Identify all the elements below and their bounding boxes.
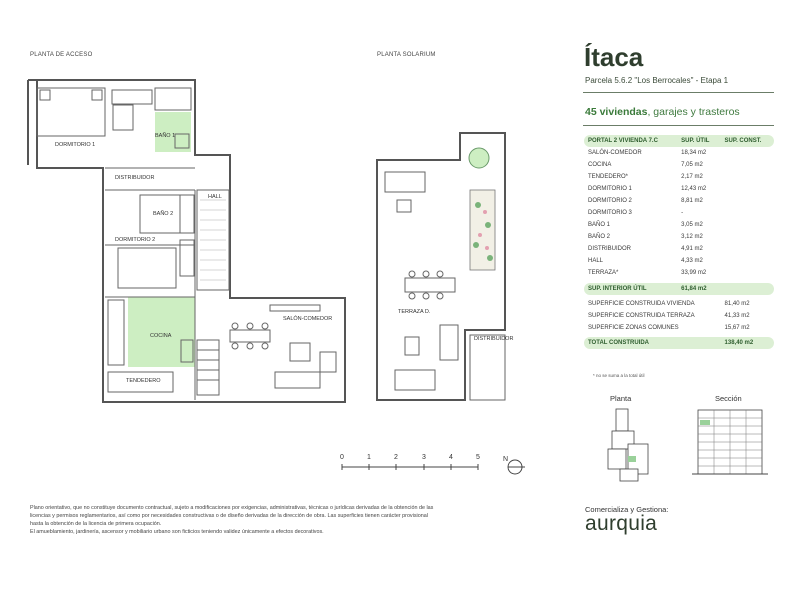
headline-rest: , garajes y trasteros bbox=[647, 106, 740, 118]
divider bbox=[583, 125, 774, 126]
row-label: DORMITORIO 2 bbox=[588, 198, 632, 204]
table-row bbox=[584, 322, 774, 334]
row-label: TERRAZA* bbox=[588, 270, 619, 276]
room-bano-1: BAÑO 1 bbox=[155, 133, 176, 139]
scale-tick-5: 5 bbox=[476, 454, 480, 461]
table-row bbox=[584, 195, 774, 207]
room-bano-2: BAÑO 2 bbox=[153, 211, 174, 217]
row-value: 2,17 m2 bbox=[681, 174, 703, 180]
row-label: COCINA bbox=[588, 162, 612, 168]
row-value: 4,33 m2 bbox=[681, 258, 703, 264]
headline bbox=[585, 106, 740, 118]
table-row bbox=[584, 147, 774, 159]
row-label: BAÑO 2 bbox=[588, 234, 611, 240]
row-value: 33,99 m2 bbox=[681, 270, 707, 276]
table-row bbox=[584, 267, 774, 279]
room-solarium-distribuidor: DISTRIBUIDOR bbox=[474, 336, 514, 342]
table-footnote: * no se suma a la total útil bbox=[593, 373, 645, 378]
disclaimer-line: Plano orientativo, que no constituye documento contractual, sujeto a modificaciones por exigencias, administrativas, técnicas o jurídicas derivadas de la obtención de las bbox=[30, 505, 434, 511]
row-label: DORMITORIO 3 bbox=[588, 210, 632, 216]
row-value: 81,40 m2 bbox=[724, 301, 750, 307]
table-row bbox=[584, 171, 774, 183]
row-label: BAÑO 1 bbox=[588, 222, 611, 228]
row-value: - bbox=[681, 210, 684, 216]
room-dormitorio-2: DORMITORIO 2 bbox=[115, 237, 156, 243]
row-value: 4,91 m2 bbox=[681, 246, 703, 252]
row-label: TOTAL CONSTRUIDA bbox=[584, 337, 721, 349]
scale-tick-0: 0 bbox=[340, 454, 344, 461]
row-value: 12,43 m2 bbox=[681, 186, 707, 192]
room-dormitorio-1: DORMITORIO 1 bbox=[55, 142, 96, 148]
scale-tick-1: 1 bbox=[367, 454, 371, 461]
row-label: SUP. INTERIOR ÚTIL bbox=[584, 283, 677, 295]
row-value: 3,05 m2 bbox=[681, 222, 703, 228]
mini-planta-label: Planta bbox=[610, 394, 632, 403]
table-row bbox=[584, 207, 774, 219]
row-label: DISTRIBUIDOR bbox=[588, 246, 632, 252]
row-label: HALL bbox=[588, 258, 604, 264]
table-row bbox=[584, 298, 774, 310]
row-label: SALÓN-COMEDOR bbox=[588, 150, 642, 156]
room-distribuidor: DISTRIBUIDOR bbox=[115, 175, 155, 181]
row-value: 7,05 m2 bbox=[681, 162, 703, 168]
row-label: SUPERFICIE CONSTRUIDA TERRAZA bbox=[588, 313, 695, 319]
scale-bar bbox=[330, 452, 530, 482]
areas-table bbox=[584, 135, 774, 349]
mini-seccion-label: Sección bbox=[715, 394, 742, 403]
room-tendedero: TENDEDERO bbox=[126, 378, 161, 384]
row-label: SUPERFICIE CONSTRUIDA VIVIENDA bbox=[588, 301, 695, 307]
room-cocina: COCINA bbox=[150, 333, 172, 339]
row-value: 138,40 m2 bbox=[721, 337, 774, 349]
scale-tick-4: 4 bbox=[449, 454, 453, 461]
table-head-const: SUP. CONST. bbox=[721, 135, 774, 147]
section-thumbnail bbox=[690, 404, 770, 486]
table-row bbox=[584, 159, 774, 171]
grand-total-row bbox=[584, 337, 774, 349]
scale-tick-2: 2 bbox=[394, 454, 398, 461]
solarium-plan-label: PLANTA SOLARIUM bbox=[377, 52, 436, 58]
disclaimer-line: licencias y permisos reglamentarios, así como por necesidades constructivas o de diseño derivadas de la dirección de obra. Las superficies tienen carácter provisional bbox=[30, 513, 428, 519]
interior-total-row bbox=[584, 283, 774, 295]
disclaimer-line: hasta la obtención de la licencia de primera ocupación. bbox=[30, 521, 162, 527]
brand-logo: aurquia bbox=[585, 512, 658, 535]
divider bbox=[583, 92, 774, 93]
row-label: SUPERFICIE ZONAS COMUNES bbox=[588, 325, 679, 331]
table-row bbox=[584, 255, 774, 267]
access-plan-label: PLANTA DE ACCESO bbox=[30, 52, 93, 58]
table-row bbox=[584, 243, 774, 255]
row-label: TENDEDERO* bbox=[588, 174, 629, 180]
row-value: 41,33 m2 bbox=[724, 313, 750, 319]
row-label: DORMITORIO 1 bbox=[588, 186, 632, 192]
brand-caption: Comercializa y Gestiona: bbox=[585, 505, 669, 514]
page-subtitle: Parcela 5.6.2 "Los Berrocales" - Etapa 1 bbox=[585, 76, 729, 85]
table-header bbox=[584, 135, 774, 147]
north-icon: N bbox=[503, 456, 509, 463]
row-value: 15,67 m2 bbox=[724, 325, 750, 331]
scale-tick-3: 3 bbox=[422, 454, 426, 461]
table-row bbox=[584, 310, 774, 322]
row-value: 8,81 m2 bbox=[681, 198, 703, 204]
headline-bold: 45 viviendas bbox=[585, 106, 648, 118]
disclaimer-line: El amueblamiento, jardinería, ascensor y mobiliario urbano son ficticios teniendo validez únicamente a efectos decorativos. bbox=[30, 529, 324, 535]
table-head-unit: PORTAL 2 VIVIENDA 7.C bbox=[584, 135, 677, 147]
room-salon-comedor: SALÓN-COMEDOR bbox=[283, 316, 333, 322]
legal-disclaimer bbox=[30, 504, 550, 536]
table-head-util: SUP. ÚTIL bbox=[677, 135, 720, 147]
room-hall: HALL bbox=[208, 194, 222, 200]
row-value: 18,34 m2 bbox=[681, 150, 707, 156]
row-value: 3,12 m2 bbox=[681, 234, 703, 240]
room-terraza: TERRAZA D. bbox=[398, 309, 431, 315]
site-plan-thumbnail bbox=[598, 404, 668, 486]
row-value: 61,84 m2 bbox=[677, 283, 720, 295]
table-row bbox=[584, 183, 774, 195]
table-row bbox=[584, 219, 774, 231]
table-row bbox=[584, 231, 774, 243]
page-title: Ítaca bbox=[584, 42, 644, 72]
